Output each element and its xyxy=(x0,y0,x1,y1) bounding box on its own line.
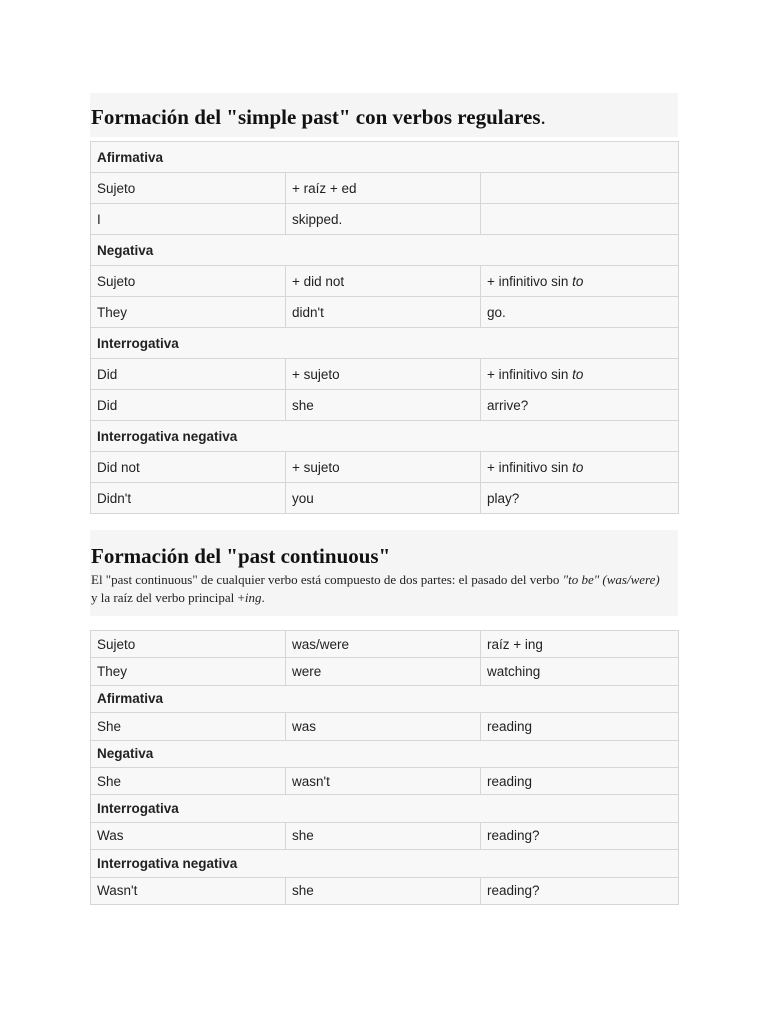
table-cell: + sujeto xyxy=(286,359,481,390)
section-label: Interrogativa negativa xyxy=(91,421,679,452)
section-label: Negativa xyxy=(91,740,679,767)
table-cell: They xyxy=(91,658,286,685)
table-row xyxy=(91,713,679,740)
table-cell: raíz + ing xyxy=(481,631,679,658)
section-row xyxy=(91,235,679,266)
table-cell: watching xyxy=(481,658,679,685)
table-cell: Did xyxy=(91,390,286,421)
table-cell: she xyxy=(286,877,481,904)
section-label: Afirmativa xyxy=(91,142,679,173)
table-cell: arrive? xyxy=(481,390,679,421)
table-cell: go. xyxy=(481,297,679,328)
table-cell: was xyxy=(286,713,481,740)
table-cell: were xyxy=(286,658,481,685)
table-cell: Was xyxy=(91,822,286,849)
table-cell: + raíz + ed xyxy=(286,173,481,204)
table-cell: you xyxy=(286,483,481,514)
table-cell: reading xyxy=(481,767,679,794)
table-cell: She xyxy=(91,713,286,740)
section-row xyxy=(91,740,679,767)
table-cell: Wasn't xyxy=(91,877,286,904)
table-cell: reading? xyxy=(481,877,679,904)
table-row xyxy=(91,822,679,849)
section-label: Interrogativa xyxy=(91,328,679,359)
table-cell: play? xyxy=(481,483,679,514)
table-cell: + infinitivo sin to xyxy=(481,359,679,390)
section-label: Interrogativa xyxy=(91,795,679,822)
section-row xyxy=(91,685,679,712)
past-continuous-table xyxy=(90,630,679,905)
table-row xyxy=(91,877,679,904)
section-label: Afirmativa xyxy=(91,685,679,712)
section2-intro: El "past continuous" de cualquier verbo está compuesto de dos partes: el pasado del verbo "to be" (was/were) y la raíz del verbo principal +ing. xyxy=(91,572,660,605)
table-row xyxy=(91,658,679,685)
table-row xyxy=(91,452,679,483)
table-cell: reading xyxy=(481,713,679,740)
table-cell: Sujeto xyxy=(91,173,286,204)
table-row xyxy=(91,631,679,658)
table-cell: They xyxy=(91,297,286,328)
table-cell: I xyxy=(91,204,286,235)
table-cell: didn't xyxy=(286,297,481,328)
section1-header xyxy=(90,93,678,137)
section2-header xyxy=(90,530,678,616)
section-label: Negativa xyxy=(91,235,679,266)
section-row xyxy=(91,421,679,452)
table-cell: she xyxy=(286,822,481,849)
table-cell: skipped. xyxy=(286,204,481,235)
section2-title: Formación del "past continuous" xyxy=(91,544,391,568)
table-row xyxy=(91,390,679,421)
table-row xyxy=(91,204,679,235)
table-cell: + infinitivo sin to xyxy=(481,266,679,297)
table-cell: wasn't xyxy=(286,767,481,794)
simple-past-table xyxy=(90,141,679,514)
table-cell: + sujeto xyxy=(286,452,481,483)
section1-title: Formación del "simple past" con verbos regulares. xyxy=(91,105,546,129)
table-cell: Did not xyxy=(91,452,286,483)
section-row xyxy=(91,328,679,359)
table-row xyxy=(91,266,679,297)
table-row xyxy=(91,767,679,794)
table-cell xyxy=(481,204,679,235)
table-cell: + infinitivo sin to xyxy=(481,452,679,483)
table-row xyxy=(91,173,679,204)
table-cell: + did not xyxy=(286,266,481,297)
section-label: Interrogativa negativa xyxy=(91,850,679,877)
table-cell: She xyxy=(91,767,286,794)
table-row xyxy=(91,359,679,390)
section-row xyxy=(91,795,679,822)
table-cell: Sujeto xyxy=(91,266,286,297)
table-cell: Sujeto xyxy=(91,631,286,658)
table-row xyxy=(91,483,679,514)
table-cell: she xyxy=(286,390,481,421)
table-cell xyxy=(481,173,679,204)
table-cell: Did xyxy=(91,359,286,390)
section-row xyxy=(91,850,679,877)
table-cell: Didn't xyxy=(91,483,286,514)
table-cell: reading? xyxy=(481,822,679,849)
section-row xyxy=(91,142,679,173)
table-row xyxy=(91,297,679,328)
table-cell: was/were xyxy=(286,631,481,658)
